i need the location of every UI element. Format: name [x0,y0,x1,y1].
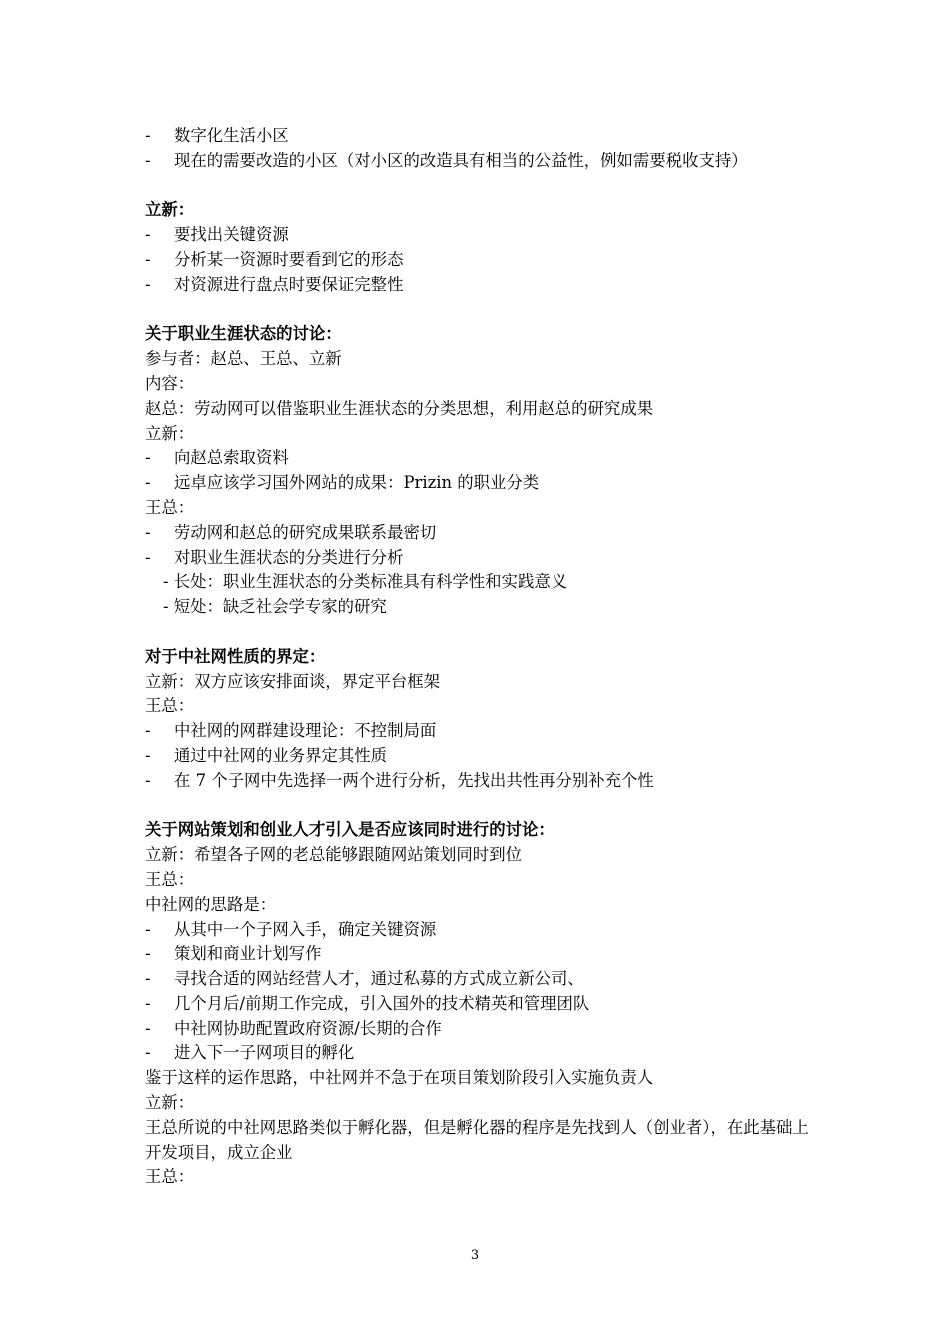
bullet-dash: - [145,547,151,567]
list-item: - 远卓应该学习国外网站的成果：Prizin 的职业分类 [145,471,815,496]
list-item: - 对职业生涯状态的分类进行分析 [145,546,815,571]
bullet-dash: - [145,522,151,542]
bullet-dash: - [145,150,151,170]
list-item: - 从其中一个子网入手，确定关键资源 [145,918,815,943]
page-number: 3 [470,1248,480,1263]
idea-label: 中社网的思路是： [145,894,277,914]
list-item: - 通过中社网的业务界定其性质 [145,744,815,769]
bullet-dash: - [145,770,151,790]
list-item: - 策划和商业计划写作 [145,942,815,967]
bullet-dash: - [145,969,151,989]
sub-list-item: - 长处：职业生涯状态的分类标准具有科学性和实践意义 [163,572,568,592]
lixin-paragraph: 王总所说的中社网思路类似于孵化器，但是孵化器的程序是先找到人（创业者），在此基础上开发项目，成立企业 [145,1117,809,1162]
bullet-dash: - [145,473,151,493]
speaker-label: 王总： [145,696,195,716]
list-item: - 向赵总索取资料 [145,446,815,471]
list-item: - 中社网协助配置政府资源/长期的合作 [145,1017,815,1042]
list-item: - 中社网的网群建设理论：不控制局面 [145,719,815,744]
bullet-dash: - [145,993,151,1013]
list-item: - 要找出关键资源 [145,223,815,248]
conclusion-line: 鉴于这样的运作思路，中社网并不急于在项目策划阶段引入实施负责人 [145,1068,654,1088]
bullet-dash: - [145,919,151,939]
list-item: - 现在的需要改造的小区（对小区的改造具有相当的公益性，例如需要税收支持） [145,149,815,174]
sub-list-item: - 短处：缺乏社会学专家的研究 [163,597,387,617]
list-item: - 分析某一资源时要看到它的形态 [145,248,815,273]
list-item: - 寻找合适的网站经营人才，通过私募的方式成立新公司、 [145,967,815,992]
bullet-dash: - [145,1043,151,1063]
section-heading: 关于网站策划和创业人才引入是否应该同时进行的讨论： [145,820,555,840]
bullet-dash: - [145,448,151,468]
bullet-dash: - [145,249,151,269]
section-heading: 立新： [145,200,195,220]
section-heading: 关于职业生涯状态的讨论： [145,324,342,344]
bullet-dash: - [145,126,151,145]
bullet-dash: - [145,274,151,294]
speaker-label: 王总： [145,869,195,889]
speaker-label: 立新： [145,1093,195,1113]
speaker-label: 王总： [145,497,195,517]
lixin-statement: 立新：希望各子网的老总能够跟随网站策划同时到位 [145,845,522,865]
list-item: - 进入下一子网项目的孵化 [145,1041,815,1066]
content-label: 内容： [145,373,195,393]
bullet-dash: - [145,944,151,964]
bullet-dash: - [145,225,151,245]
list-item: - 劳动网和赵总的研究成果联系最密切 [145,521,815,546]
list-item: - 对资源进行盘点时要保证完整性 [145,273,815,298]
participants-line: 参与者：赵总、王总、立新 [145,349,342,369]
zhao-statement: 赵总：劳动网可以借鉴职业生涯状态的分类思想，利用赵总的研究成果 [145,398,654,418]
speaker-label: 王总： [145,1167,195,1187]
lixin-statement: 立新：双方应该安排面谈，界定平台框架 [145,671,441,691]
bullet-dash: - [145,745,151,765]
bullet-dash: - [145,721,151,741]
list-item: - 在 7 个子网中先选择一两个进行分析，先找出共性再分别补充个性 [145,769,815,794]
speaker-label: 立新： [145,423,195,443]
list-item: - 几个月后/前期工作完成，引入国外的技术精英和管理团队 [145,992,815,1017]
bullet-dash: - [145,1018,151,1038]
list-item: - 数字化生活小区 [145,124,815,149]
section-heading: 对于中社网性质的界定： [145,646,326,666]
document-page [145,124,815,1190]
